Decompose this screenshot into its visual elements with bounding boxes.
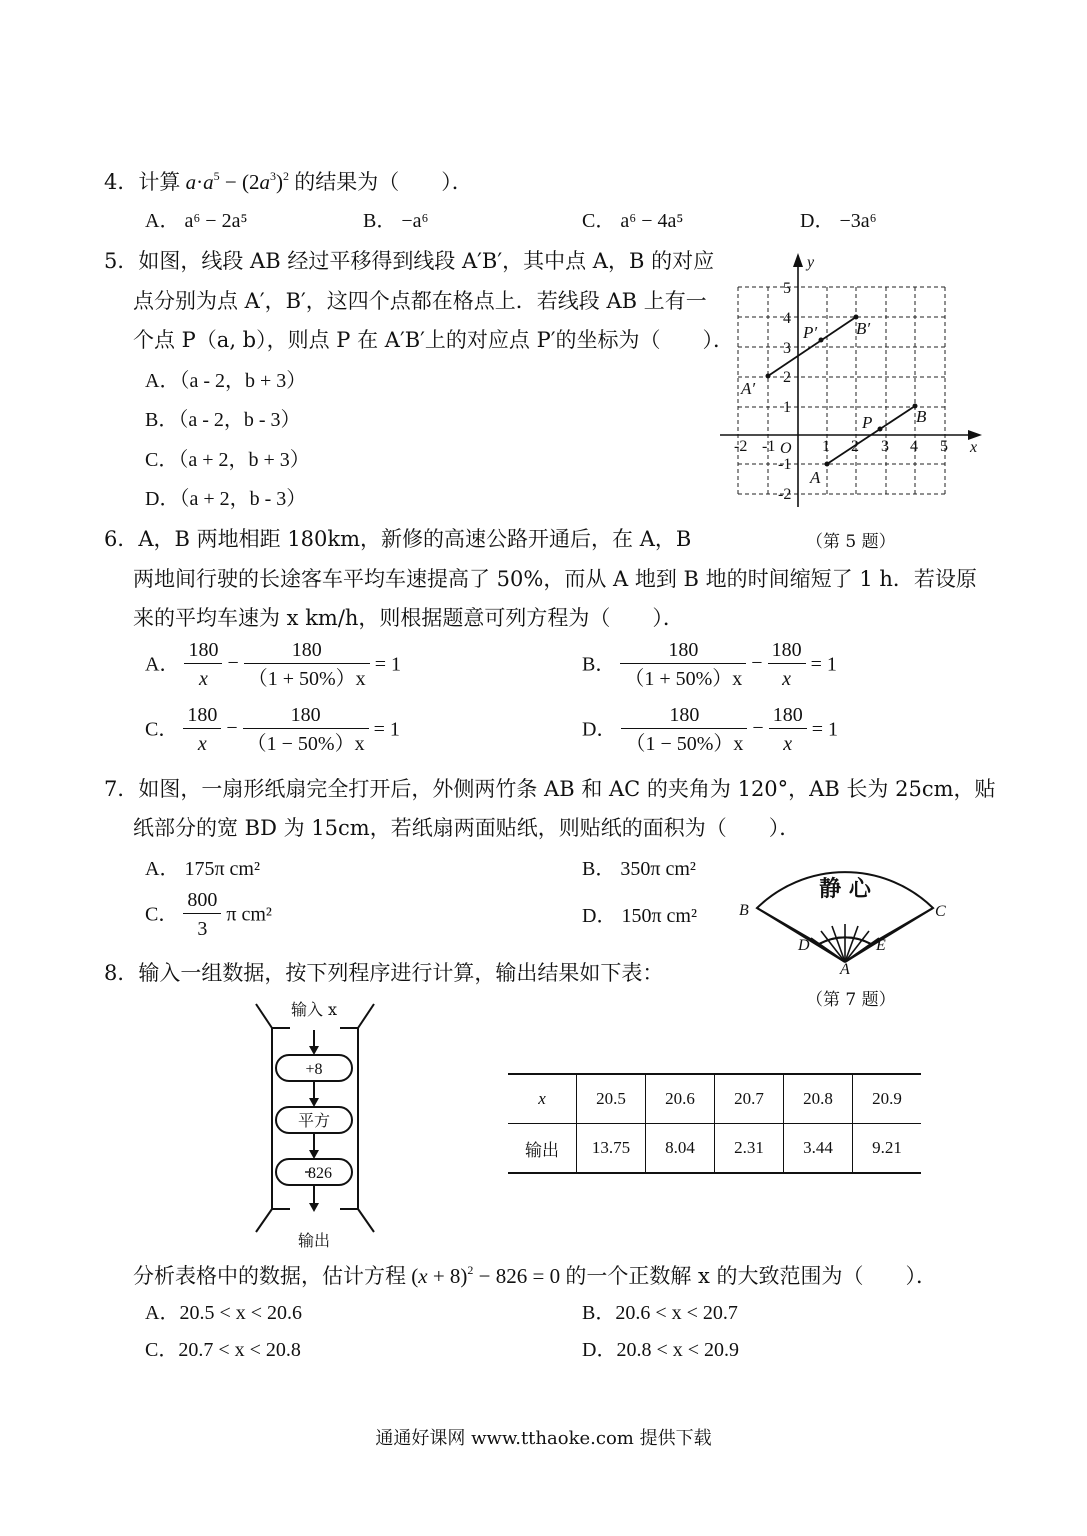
flow-step-subtract: 826 (308, 1165, 332, 1182)
stem-text: 的结果为（ ）． (294, 170, 473, 194)
table-cell: 20.7 (715, 1074, 784, 1124)
y-tick: 1 (783, 399, 791, 416)
option-a[interactable]: A．（a - 2，b + 3） (145, 370, 307, 392)
question-number: 4． (104, 170, 139, 194)
option-a[interactable]: A． a⁶ − 2a⁵ (145, 210, 248, 232)
origin-label: O (780, 440, 792, 457)
question-8-stem: 8．输入一组数据，按下列程序进行计算，输出结果如下表： (104, 961, 664, 985)
figure-7-caption: （第 7 题） (806, 990, 896, 1010)
point-label: A (840, 961, 850, 978)
figure-5-caption: （第 5 题） (806, 532, 896, 552)
question-5-line2: 点分别为点 A′，B′，这四个点都在格点上．若线段 AB 上有一 (133, 289, 707, 313)
question-5-line3: 个点 P（a, b），则点 P 在 A′B′上的对应点 P′的坐标为（ ）． (133, 328, 734, 352)
option-b[interactable]: B．（a - 2，b - 3） (145, 409, 301, 431)
x-tick: -2 (734, 438, 748, 455)
table-row (508, 1074, 921, 1124)
question-6-line2: 两地间行驶的长途客车平均车速提高了 50%，而从 A 地到 B 地的时间缩短了 1 h．若设原 (133, 567, 977, 591)
question-7-line1: 7．如图，一扇形纸扇完全打开后，外侧两竹条 AB 和 AC 的夹角为 120°，AB 长为 25cm，贴 (104, 777, 996, 801)
point-label: B (916, 407, 927, 426)
flow-step-square: 平方 (297, 1111, 331, 1130)
x-tick: 3 (881, 438, 889, 455)
y-axis-label: y (807, 254, 815, 271)
point-label: P (862, 413, 873, 432)
table-cell: 20.8 (784, 1074, 853, 1124)
stem-text: 计算 (138, 170, 181, 194)
option-a[interactable]: A． 175π cm² (145, 858, 260, 880)
option-c[interactable]: C．（a + 2，b + 3） (145, 449, 310, 471)
table-cell: 9.21 (853, 1124, 922, 1174)
option-b[interactable]: B．20.6 < x < 20.7 (582, 1302, 738, 1324)
point-label: D (798, 937, 810, 954)
option-c[interactable]: C． $\frac{800}{3}$ π cm² (145, 889, 272, 940)
point-label: B′ (856, 319, 871, 338)
point-label: A (810, 468, 821, 487)
option-d[interactable]: D． $\frac{180}{(1 - 50\%)x}$ − $\frac{180}{x}$ = 1 (582, 704, 838, 755)
option-c[interactable]: C． $\frac{180}{x}$ − $\frac{180}{(1 - 50\%)x}$ = 1 (145, 704, 400, 755)
table-cell: x (508, 1074, 577, 1124)
flow-output: 输出 (297, 1231, 331, 1250)
table-cell: 8.04 (646, 1124, 715, 1174)
question-6-line1: 6．A，B 两地相距 180km，新修的高速公路开通后，在 A，B (104, 527, 692, 551)
point-label: E (876, 937, 886, 954)
point-label: C (935, 903, 946, 920)
table-cell: 20.6 (646, 1074, 715, 1124)
question-8-analysis: 分析表格中的数据，估计方程 $(x + 8)^2 - 826 = 0$ 的一个正数解 x 的大致范围为（ ）． (133, 1263, 938, 1288)
fan-figure (735, 838, 955, 980)
table-row (508, 1124, 921, 1174)
point-label: A′ (741, 379, 756, 398)
table-cell: 2.31 (715, 1124, 784, 1174)
option-d[interactable]: D．20.8 < x < 20.9 (582, 1339, 740, 1361)
point-label: B (739, 902, 749, 919)
page-footer: 通通好课网 www.tthaoke.com 提供下载 (375, 1428, 712, 1449)
y-tick: 2 (783, 369, 791, 386)
option-d[interactable]: D． −3a⁶ (800, 210, 877, 232)
y-tick: 5 (783, 280, 791, 297)
coordinate-grid-figure (710, 245, 995, 515)
x-tick: 2 (851, 438, 859, 455)
flow-input: 输入 x (290, 1000, 338, 1019)
table-cell: 输出 (525, 1140, 559, 1161)
question-7-line2: 纸部分的宽 BD 为 15cm，若纸扇两面贴纸，则贴纸的面积为（ ）． (133, 816, 801, 840)
option-c[interactable]: C． a⁶ − 4a⁵ (582, 210, 684, 232)
x-axis-label: x (970, 439, 978, 456)
equation: $(x + 8)^2 - 826 = 0$ (406, 1263, 566, 1288)
option-d[interactable]: D．（a + 2，b - 3） (145, 488, 307, 510)
y-tick: -2 (778, 486, 792, 503)
option-b[interactable]: B． 350π cm² (582, 858, 696, 880)
table-cell: 20.5 (577, 1074, 646, 1124)
table-cell: 13.75 (577, 1124, 646, 1174)
x-tick: 4 (910, 438, 918, 455)
table-cell: 20.9 (853, 1074, 922, 1124)
flowchart (250, 996, 380, 1251)
y-tick: -1 (778, 456, 792, 473)
option-c[interactable]: C．20.7 < x < 20.8 (145, 1339, 301, 1361)
question-5-line1: 5．如图，线段 AB 经过平移得到线段 A′B′，其中点 A，B 的对应 (104, 249, 715, 273)
question-4-stem (104, 167, 473, 197)
question-6-line3: 来的平均车速为 x km/h，则根据题意可列方程为（ ）． (133, 606, 684, 630)
option-b[interactable]: B． $\frac{180}{(1 + 50\%)x}$ − $\frac{180}{x}$ = 1 (582, 639, 837, 690)
x-tick: 5 (940, 438, 948, 455)
point-label: P′ (803, 323, 818, 342)
x-tick: 1 (822, 438, 830, 455)
data-table (508, 1073, 921, 1174)
expression: $a\cdot a^5 - (2a^3)^2$ (185, 169, 289, 194)
option-b[interactable]: B． −a⁶ (363, 210, 429, 232)
fan-text: 静 心 (819, 877, 871, 902)
x-tick: -1 (762, 438, 776, 455)
y-tick: 3 (783, 340, 791, 357)
y-tick: 4 (783, 310, 791, 327)
option-d[interactable]: D． 150π cm² (582, 905, 697, 927)
option-a[interactable]: A． $\frac{180}{x}$ − $\frac{180}{(1 + 50\%)x}$ = 1 (145, 639, 401, 690)
table-cell: 3.44 (784, 1124, 853, 1174)
option-a[interactable]: A．20.5 < x < 20.6 (145, 1302, 303, 1324)
flow-step-add: +8 (305, 1061, 323, 1078)
